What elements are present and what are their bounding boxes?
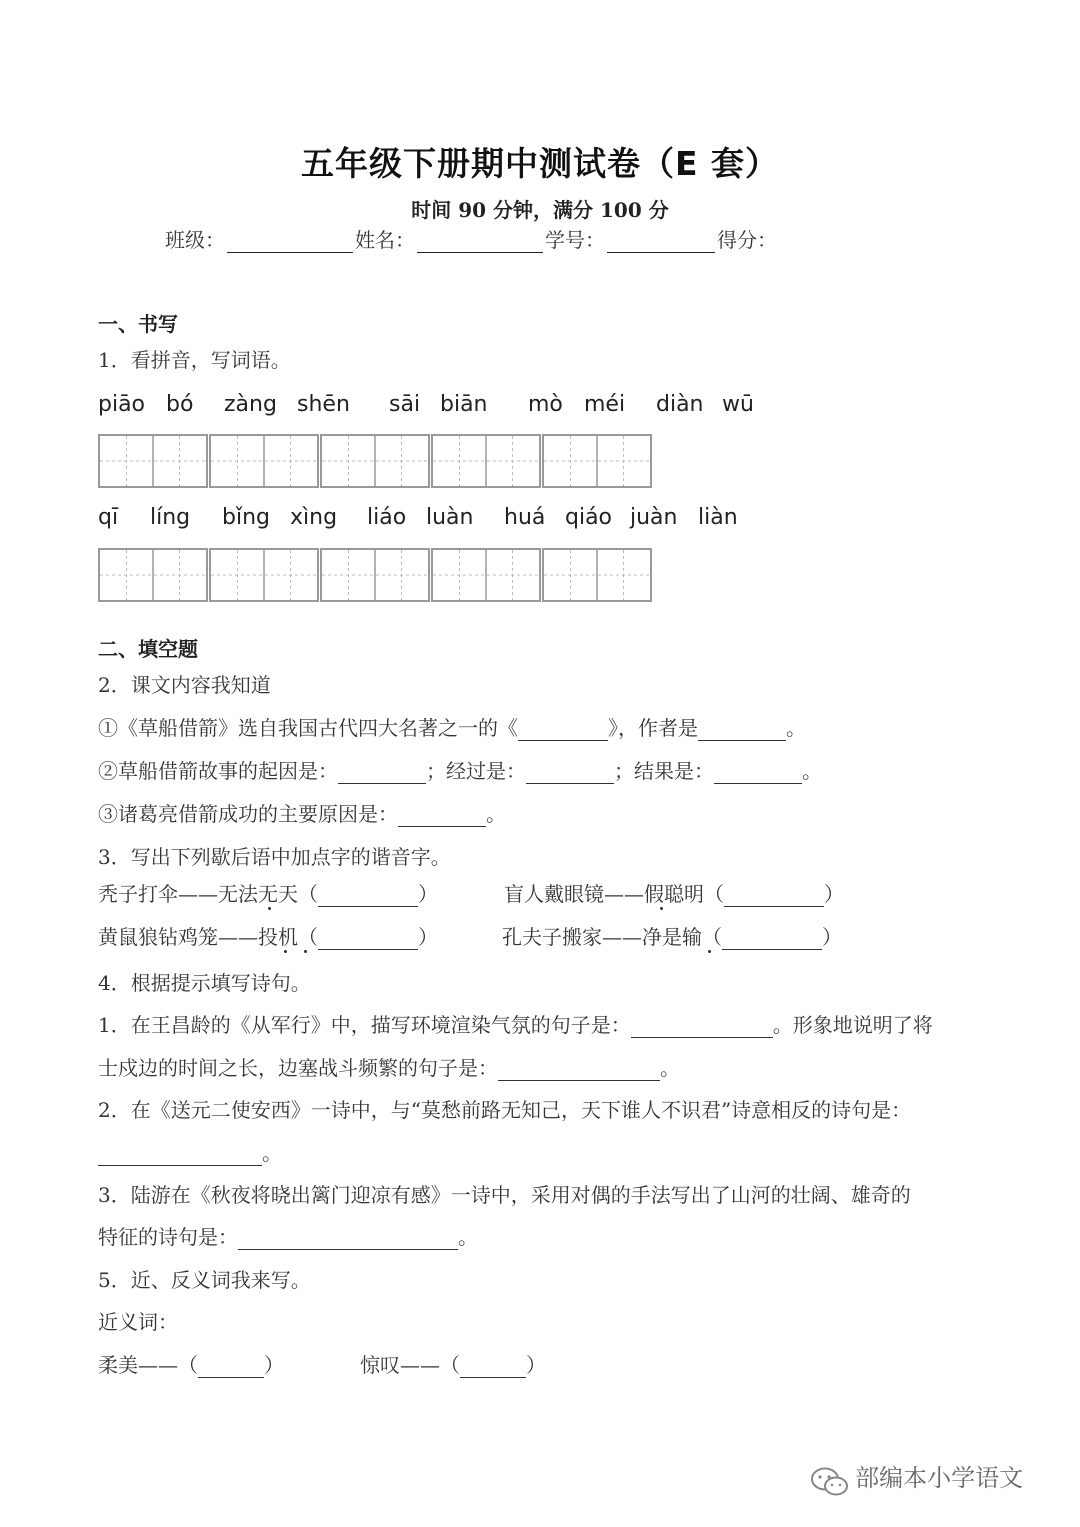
answer-blank[interactable] bbox=[198, 1357, 264, 1378]
answer-blank[interactable] bbox=[631, 1017, 773, 1038]
question-3: 3．写出下列歇后语中加点字的谐音字。 bbox=[98, 845, 451, 869]
emphasis-dot bbox=[268, 907, 271, 910]
question-1: 1．看拼音，写词语。 bbox=[98, 348, 291, 372]
synonym-item-1 bbox=[98, 1349, 284, 1378]
poem-item-1-line-1 bbox=[98, 1009, 933, 1038]
pinyin: sāi bbox=[389, 392, 421, 417]
q2-1-text: 》，作者是 bbox=[608, 716, 698, 740]
tianzige-box[interactable] bbox=[320, 434, 430, 488]
class-label: 班级： bbox=[165, 228, 225, 252]
answer-blank[interactable] bbox=[338, 763, 426, 784]
pinyin: shēn bbox=[297, 392, 350, 417]
xiehouyu-text: ） bbox=[418, 925, 438, 949]
answer-blank[interactable] bbox=[722, 929, 822, 950]
answer-blank[interactable] bbox=[714, 763, 802, 784]
poem-text: 特征的诗句是： bbox=[98, 1225, 238, 1249]
synonym-text: 柔美——（ bbox=[98, 1353, 198, 1377]
pinyin: bó bbox=[166, 392, 194, 417]
tianzige-box[interactable] bbox=[542, 548, 652, 602]
poem-text: 。 bbox=[660, 1056, 680, 1080]
q2-2-text: ；结果是： bbox=[614, 759, 714, 783]
pinyin: xìng bbox=[290, 505, 338, 530]
xiehouyu-3 bbox=[98, 921, 438, 950]
xiehouyu-4 bbox=[502, 921, 842, 950]
emphasis-dot bbox=[304, 950, 307, 953]
xiehouyu-2 bbox=[504, 878, 844, 907]
name-label: 姓名： bbox=[355, 228, 415, 252]
poem-item-3-line-2 bbox=[98, 1221, 478, 1250]
synonym-text: 惊叹——（ bbox=[360, 1353, 460, 1377]
poem-text: 。 bbox=[262, 1141, 282, 1165]
pinyin: bǐng bbox=[222, 505, 270, 530]
question-5: 5．近、反义词我来写。 bbox=[98, 1268, 311, 1292]
poem-text: 士戍边的时间之长，边塞战斗频繁的句子是： bbox=[98, 1056, 498, 1080]
answer-blank[interactable] bbox=[518, 720, 608, 741]
question-2: 2．课文内容我知道 bbox=[98, 673, 271, 697]
answer-blank[interactable] bbox=[698, 720, 786, 741]
pinyin: wū bbox=[722, 392, 754, 417]
tianzige-box[interactable] bbox=[431, 434, 541, 488]
pinyin: zàng bbox=[224, 392, 277, 417]
xiehouyu-text: 黄鼠狼钻鸡笼——投机（ bbox=[98, 925, 318, 949]
question-4: 4．根据提示填写诗句。 bbox=[98, 971, 311, 995]
pinyin: qiáo bbox=[565, 505, 613, 530]
synonym-text: ） bbox=[264, 1353, 284, 1377]
pinyin: méi bbox=[584, 392, 626, 417]
answer-blank[interactable] bbox=[238, 1229, 458, 1250]
pinyin: diàn bbox=[656, 392, 704, 417]
question-2-item-3 bbox=[98, 798, 506, 827]
q2-2-text: 。 bbox=[802, 759, 822, 783]
answer-blank[interactable] bbox=[98, 1145, 262, 1166]
pinyin: liáo bbox=[367, 505, 407, 530]
id-label: 学号 bbox=[545, 228, 585, 252]
xiehouyu-text: ） bbox=[822, 925, 842, 949]
pinyin: huá bbox=[504, 505, 546, 530]
xiehouyu-text: ） bbox=[418, 882, 438, 906]
poem-item-2-line-1: 2．在《送元二使安西》一诗中，与“莫愁前路无知己，天下谁人不识君”诗意相反的诗句是： bbox=[98, 1098, 912, 1122]
tianzige-box[interactable] bbox=[98, 434, 208, 488]
pinyin: biān bbox=[440, 392, 488, 417]
question-2-item-1 bbox=[98, 712, 806, 741]
synonym-item-2 bbox=[360, 1349, 546, 1378]
pinyin: piāo bbox=[98, 392, 146, 417]
tianzige-box[interactable] bbox=[209, 434, 319, 488]
poem-item-2-line-2 bbox=[98, 1137, 282, 1166]
tianzige-box[interactable] bbox=[98, 548, 208, 602]
xiehouyu-text: 秃子打伞——无法无天（ bbox=[98, 882, 318, 906]
exam-time-info: 时间 90 分钟，满分 100 分 bbox=[411, 198, 669, 222]
emphasis-dot bbox=[660, 907, 663, 910]
synonym-text: ） bbox=[526, 1353, 546, 1377]
poem-item-3-line-1: 3．陆游在《秋夜将晓出篱门迎凉有感》一诗中，采用对偶的手法写出了山河的壮阔、雄奇的 bbox=[98, 1183, 911, 1207]
tianzige-box[interactable] bbox=[320, 548, 430, 602]
answer-blank[interactable] bbox=[318, 929, 418, 950]
xiehouyu-text: ） bbox=[824, 882, 844, 906]
q2-2-text: ；经过是： bbox=[426, 759, 526, 783]
synonym-label: 近义词： bbox=[98, 1310, 178, 1334]
watermark bbox=[810, 1458, 1023, 1499]
xiehouyu-text: 盲人戴眼镜——假聪明（ bbox=[504, 882, 724, 906]
wechat-icon bbox=[810, 1465, 850, 1499]
tianzige-box[interactable] bbox=[542, 434, 652, 488]
xiehouyu-1 bbox=[98, 878, 438, 907]
page-title: 五年级下册期中测试卷（E 套） bbox=[300, 144, 780, 183]
pinyin: luàn bbox=[426, 505, 474, 530]
q2-2-text: ②草船借箭故事的起因是： bbox=[98, 759, 338, 783]
section-heading-fill-blank: 二、填空题 bbox=[98, 637, 198, 661]
pinyin: juàn bbox=[630, 505, 678, 530]
student-info-row: 班级： 姓名： 学号： 得分： bbox=[165, 228, 777, 252]
q2-1-text: ①《草船借箭》选自我国古代四大名著之一的《 bbox=[98, 716, 518, 740]
pinyin: qī bbox=[98, 505, 119, 530]
q2-3-text: ③诸葛亮借箭成功的主要原因是： bbox=[98, 802, 398, 826]
question-2-item-2 bbox=[98, 755, 822, 784]
answer-blank[interactable] bbox=[398, 806, 486, 827]
q2-1-text: 。 bbox=[786, 716, 806, 740]
emphasis-dot bbox=[708, 950, 711, 953]
id-field[interactable] bbox=[607, 232, 715, 253]
tianzige-box[interactable] bbox=[431, 548, 541, 602]
emphasis-dot bbox=[284, 950, 287, 953]
answer-blank[interactable] bbox=[460, 1357, 526, 1378]
answer-blank[interactable] bbox=[724, 886, 824, 907]
q2-3-text: 。 bbox=[486, 802, 506, 826]
poem-text: 1．在王昌龄的《从军行》中，描写环境渲染气氛的句子是： bbox=[98, 1013, 631, 1037]
name-field[interactable] bbox=[417, 232, 543, 253]
poem-text: 。形象地说明了将 bbox=[772, 1013, 933, 1037]
tianzige-box[interactable] bbox=[209, 548, 319, 602]
answer-blank[interactable] bbox=[498, 1060, 660, 1081]
pinyin: líng bbox=[150, 505, 191, 530]
score-label: 得分： bbox=[717, 228, 777, 252]
poem-item-1-line-2 bbox=[98, 1052, 680, 1081]
xiehouyu-text: 孔夫子搬家——净是输（ bbox=[502, 925, 722, 949]
pinyin: mò bbox=[528, 392, 563, 417]
answer-blank[interactable] bbox=[526, 763, 614, 784]
pinyin: liàn bbox=[698, 505, 738, 530]
answer-blank[interactable] bbox=[318, 886, 418, 907]
section-heading-writing: 一、书写 bbox=[98, 312, 178, 336]
class-field[interactable] bbox=[227, 232, 353, 253]
watermark-text: 部编本小学语文 bbox=[855, 1464, 1024, 1492]
poem-text: 。 bbox=[458, 1225, 478, 1249]
